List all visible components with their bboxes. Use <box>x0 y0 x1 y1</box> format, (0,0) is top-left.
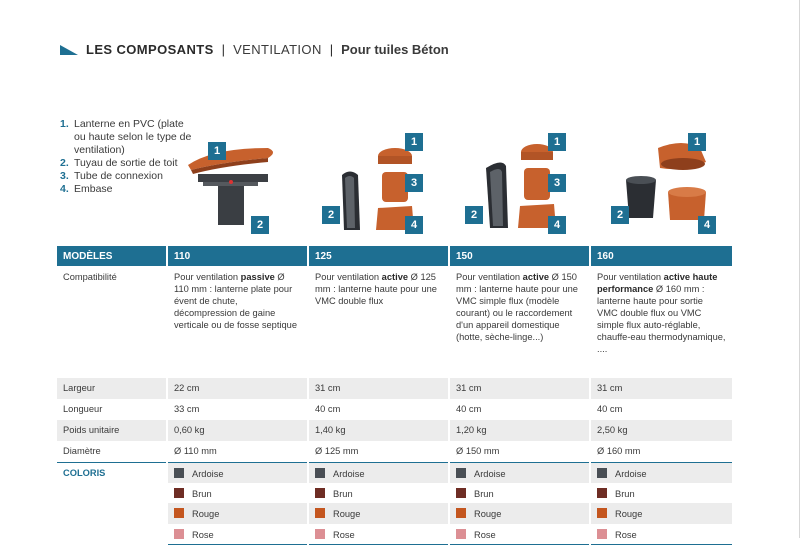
illustration-150 <box>462 130 572 240</box>
color-name: Rose <box>333 529 355 540</box>
models-table <box>57 246 732 545</box>
table-row-compatibility <box>57 266 732 378</box>
table-cell <box>308 266 449 378</box>
badge-4: 4 <box>698 216 716 234</box>
table-cell: 22 cm <box>167 378 308 399</box>
cell-bold-text: active <box>381 272 409 282</box>
color-cell <box>449 462 590 483</box>
title-main: LES COMPOSANTS <box>86 42 214 57</box>
color-cell <box>167 503 308 524</box>
table-cell: 31 cm <box>449 378 590 399</box>
table-cell: Ø 150 mm <box>449 441 590 462</box>
swatch-ardoise <box>315 468 325 478</box>
swatch-rouge <box>315 508 325 518</box>
cell-text: Pour ventilation <box>315 272 382 282</box>
badge-3: 3 <box>548 174 566 192</box>
table-row-poids <box>57 420 732 441</box>
title-subtitle: VENTILATION <box>233 42 322 57</box>
color-cell <box>167 524 308 545</box>
color-name: Ardoise <box>615 468 647 479</box>
legend-item <box>60 170 194 183</box>
color-cell <box>308 483 449 504</box>
table-cell <box>590 266 732 378</box>
legend-text: Tuyau de sortie de toit <box>74 157 178 169</box>
table-cell: 31 cm <box>590 378 732 399</box>
illustration-125 <box>320 130 430 240</box>
table-cell: Ø 125 mm <box>308 441 449 462</box>
color-name: Rose <box>192 529 214 540</box>
legend-number: 1. <box>60 118 69 130</box>
legend-number: 3. <box>60 170 69 182</box>
header-125: 125 <box>308 246 449 266</box>
legend-item <box>60 118 194 157</box>
coloris-label: COLORIS <box>57 462 167 544</box>
cell-bold-text: passive <box>240 272 275 282</box>
swatch-brun <box>315 488 325 498</box>
swatch-rouge <box>174 508 184 518</box>
legend-item <box>60 157 194 170</box>
badge-1: 1 <box>688 133 706 151</box>
swatch-brun <box>456 488 466 498</box>
table-cell: 1,40 kg <box>308 420 449 441</box>
color-cell <box>449 483 590 504</box>
row-label: Longueur <box>57 399 167 420</box>
cell-text: Ø 150 mm : lanterne haute pour une VMC simple flux (modèle courant) ou le raccordement d'un appareil domestique (hotte, sèche-linge...) <box>456 272 578 342</box>
legend-text: Embase <box>74 183 113 195</box>
table-header-row <box>57 246 732 266</box>
title-triangle-icon <box>60 45 78 55</box>
badge-2: 2 <box>251 216 269 234</box>
table-cell: 2,50 kg <box>590 420 732 441</box>
title-subtitle-2: Pour tuiles Béton <box>341 42 449 57</box>
swatch-ardoise <box>456 468 466 478</box>
swatch-rose <box>315 529 325 539</box>
badge-4: 4 <box>548 216 566 234</box>
color-name: Rose <box>615 529 637 540</box>
color-name: Rose <box>474 529 496 540</box>
cell-text: Ø 160 mm : lanterne haute pour sortie VMC double flux ou VMC simple flux auto-réglable, chauffe-eau thermodynamique, .... <box>597 284 726 354</box>
table-cell: Ø 110 mm <box>167 441 308 462</box>
header-models: MODÈLES <box>57 246 167 266</box>
table-cell: 40 cm <box>308 399 449 420</box>
cell-text: Ø 110 mm : lanterne plate pour évent de chute, décompression de gaine verticale ou de fosse septique <box>174 272 298 330</box>
swatch-rouge <box>597 508 607 518</box>
swatch-rose <box>597 529 607 539</box>
color-cell <box>308 524 449 545</box>
table-cell: 33 cm <box>167 399 308 420</box>
table-row-longueur <box>57 399 732 420</box>
row-label: Diamètre <box>57 441 167 462</box>
swatch-rouge <box>456 508 466 518</box>
cell-bold-text: active <box>522 272 550 282</box>
badge-2: 2 <box>322 206 340 224</box>
badge-1: 1 <box>548 133 566 151</box>
table-row-largeur <box>57 378 732 399</box>
cell-text: Pour ventilation <box>174 272 241 282</box>
table-cell: 40 cm <box>597 404 623 414</box>
color-name: Rouge <box>192 509 220 519</box>
color-name: Brun <box>615 488 635 499</box>
color-cell <box>590 524 732 545</box>
badge-2: 2 <box>611 206 629 224</box>
color-name: Brun <box>474 488 494 499</box>
color-cell <box>590 462 732 483</box>
title-separator: | <box>221 42 226 57</box>
header-150: 150 <box>449 246 590 266</box>
color-cell <box>308 462 449 483</box>
color-cell <box>449 524 590 545</box>
title-separator-2: | <box>329 42 334 57</box>
table-cell: 40 cm <box>449 399 590 420</box>
swatch-brun <box>597 488 607 498</box>
color-cell <box>167 483 308 504</box>
illustration-110 <box>183 130 283 240</box>
table-cell <box>167 266 308 378</box>
table-cell: 31 cm <box>308 378 449 399</box>
color-name: Rouge <box>615 509 643 519</box>
badge-3: 3 <box>405 174 423 192</box>
cell-text: Pour ventilation <box>597 272 664 282</box>
cell-text: Pour ventilation <box>456 272 523 282</box>
table-cell: Ø 160 mm <box>597 446 641 456</box>
color-cell <box>590 503 732 524</box>
row-label: Compatibilité <box>57 266 167 378</box>
table-cell: 1,20 kg <box>449 420 590 441</box>
header-160: 160 <box>590 246 732 266</box>
color-name: Ardoise <box>333 468 365 479</box>
color-name: Ardoise <box>192 468 224 479</box>
badge-4: 4 <box>405 216 423 234</box>
legend-text: Lanterne en PVC (plate ou haute selon le type de ventilation) <box>74 118 192 156</box>
color-cell <box>590 483 732 504</box>
row-label: Poids unitaire <box>57 420 167 441</box>
page-title <box>60 42 449 57</box>
badge-1: 1 <box>405 133 423 151</box>
color-name: Rouge <box>333 509 361 519</box>
table-row-color-ardoise <box>57 462 732 483</box>
legend-number: 2. <box>60 157 69 169</box>
color-name: Brun <box>333 488 353 499</box>
color-cell <box>167 462 308 483</box>
row-label: Largeur <box>57 378 167 399</box>
header-110: 110 <box>167 246 308 266</box>
swatch-rose <box>174 529 184 539</box>
color-name: Rouge <box>474 509 502 519</box>
badge-2: 2 <box>465 206 483 224</box>
color-cell <box>308 503 449 524</box>
legend-number: 4. <box>60 183 69 195</box>
swatch-brun <box>174 488 184 498</box>
table-cell: 0,60 kg <box>167 420 308 441</box>
badge-1: 1 <box>208 142 226 160</box>
color-name: Ardoise <box>474 468 506 479</box>
legend-text: Tube de connexion <box>74 170 163 182</box>
swatch-rose <box>456 529 466 539</box>
legend-item <box>60 183 194 196</box>
swatch-ardoise <box>174 468 184 478</box>
illustration-160 <box>608 130 718 240</box>
table-cell <box>449 266 590 378</box>
cell-bold-text: active haute performance <box>597 272 718 294</box>
color-cell <box>449 503 590 524</box>
color-name: Brun <box>192 488 212 499</box>
cell-text: Ø 125 mm : lanterne haute pour une VMC double flux <box>315 272 437 306</box>
swatch-ardoise <box>597 468 607 478</box>
table-row-diametre <box>57 441 732 462</box>
components-legend <box>60 118 194 196</box>
